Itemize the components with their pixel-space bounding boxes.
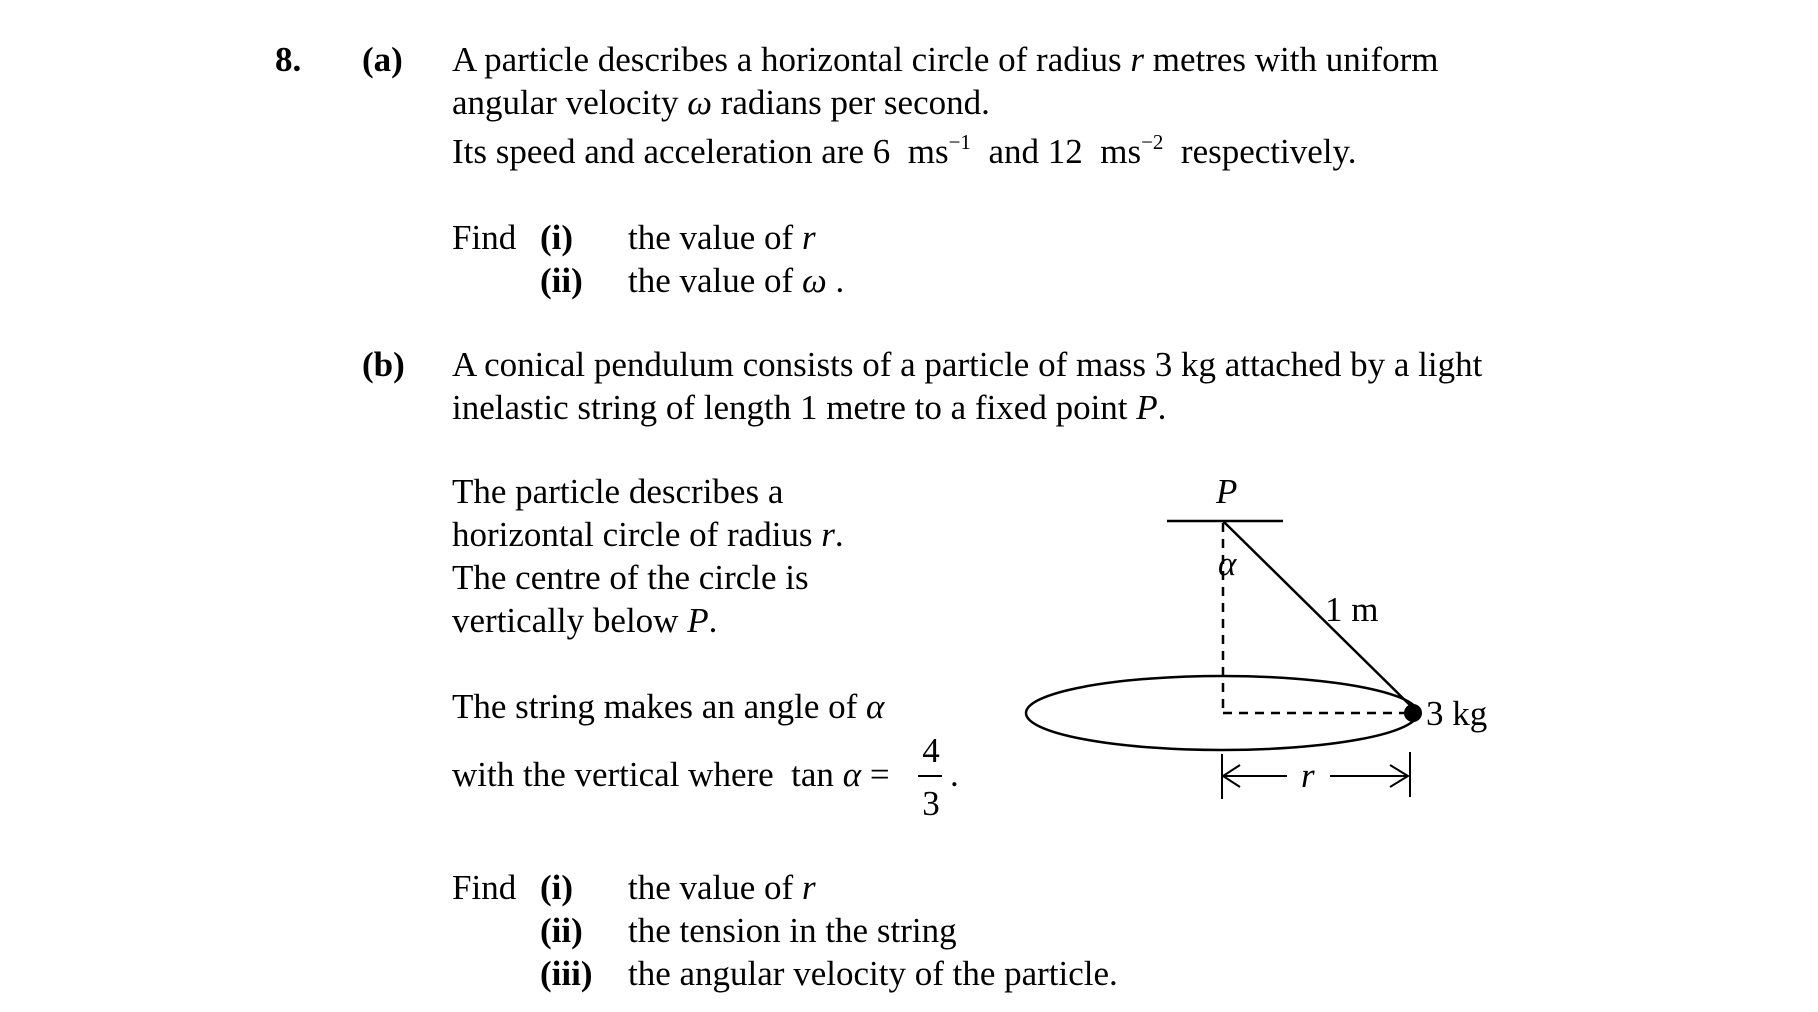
part-b-item-1-num: (i) — [540, 868, 574, 907]
description-line-1: The particle describes a — [452, 472, 784, 511]
string-line — [1223, 521, 1418, 713]
fraction-denominator: 3 — [922, 784, 940, 823]
part-b-line-1: A conical pendulum consists of a particle of mass 3 kg attached by a light — [452, 345, 1483, 384]
description-line-3: The centre of the circle is — [452, 558, 809, 597]
part-a-item-1-text: the value of r — [628, 218, 816, 257]
particle — [1404, 704, 1422, 722]
part-a-item-2-num: (ii) — [540, 261, 583, 300]
string-length-label: 1 m — [1325, 590, 1379, 629]
part-a-item-2-text: the value of ω . — [628, 261, 845, 300]
mass-label: 3 kg — [1426, 694, 1488, 733]
description-line-2: horizontal circle of radius r. — [452, 515, 844, 554]
description-line-4: vertically below P. — [452, 601, 718, 640]
part-a-line-1: A particle describes a horizontal circle of radius r metres with uniform — [452, 40, 1439, 79]
part-a-line-2: angular velocity ω radians per second. — [452, 83, 990, 122]
part-a-label: (a) — [362, 40, 403, 79]
angle-line-1: The string makes an angle of α — [452, 687, 885, 726]
part-b-item-2-text: the tension in the string — [628, 911, 957, 950]
part-a-line-3: Its speed and acceleration are 6 $ms^{-1}$ and 12 $ms^{-2}$ respectively. — [452, 130, 1357, 171]
part-b-line-2: inelastic string of length 1 metre to a fixed point P. — [452, 388, 1167, 427]
part-a-item-1-num: (i) — [540, 218, 574, 257]
point-p-label: P — [1216, 472, 1238, 511]
radius-label: r — [1301, 756, 1315, 795]
angle-alpha-label: α — [1218, 544, 1237, 583]
part-b-item-3-num: (iii) — [540, 954, 593, 993]
angle-line-2: with the vertical where tan α = — [452, 755, 890, 794]
fraction-period: . — [950, 755, 959, 794]
part-b-item-2-num: (ii) — [540, 911, 583, 950]
fraction-numerator: 4 — [922, 731, 940, 770]
part-b-item-1-text: the value of r — [628, 868, 816, 907]
part-b-find-label: Find — [452, 868, 517, 907]
question-number: 8. — [275, 40, 302, 79]
part-b-item-3-text: the angular velocity of the particle. — [628, 954, 1118, 993]
part-a-find-label: Find — [452, 218, 517, 257]
part-b-label: (b) — [362, 345, 405, 384]
